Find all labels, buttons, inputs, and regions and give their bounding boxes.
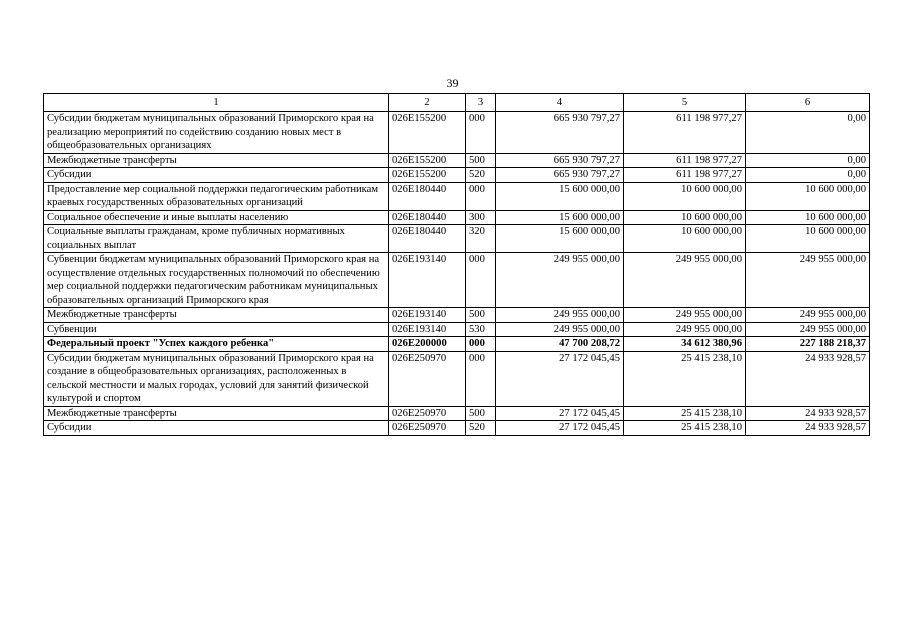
expense-type-code: 300 [466, 210, 496, 225]
column-header: 1 [44, 94, 389, 112]
table-row [44, 322, 870, 337]
row-name: Социальные выплаты гражданам, кроме публичных нормативных социальных выплат [44, 225, 389, 253]
budget-table [43, 93, 870, 436]
target-article-code: 026E193140 [389, 308, 466, 323]
table-header-row [44, 94, 870, 112]
amount-column-6: 24 933 928,57 [746, 406, 870, 421]
amount-column-5: 249 955 000,00 [624, 308, 746, 323]
expense-type-code: 520 [466, 421, 496, 436]
table-row [44, 406, 870, 421]
amount-column-6: 249 955 000,00 [746, 308, 870, 323]
expense-type-code: 500 [466, 406, 496, 421]
amount-column-6: 24 933 928,57 [746, 421, 870, 436]
target-article-code: 026E180440 [389, 182, 466, 210]
target-article-code: 026E180440 [389, 210, 466, 225]
table-row [44, 182, 870, 210]
amount-column-4: 249 955 000,00 [496, 308, 624, 323]
amount-column-5: 611 198 977,27 [624, 153, 746, 168]
row-name: Субсидии бюджетам муниципальных образований Приморского края на реализацию мероприятий по содействию созданию новых мест в общеобразовательных организациях [44, 112, 389, 154]
expense-type-code: 500 [466, 308, 496, 323]
amount-column-5: 25 415 238,10 [624, 421, 746, 436]
target-article-code: 026E200000 [389, 337, 466, 352]
row-name: Субсидии [44, 168, 389, 183]
amount-column-6: 0,00 [746, 153, 870, 168]
row-name: Межбюджетные трансферты [44, 153, 389, 168]
table-row [44, 210, 870, 225]
expense-type-code: 000 [466, 351, 496, 406]
column-header: 3 [466, 94, 496, 112]
target-article-code: 026E250970 [389, 351, 466, 406]
amount-column-4: 665 930 797,27 [496, 153, 624, 168]
target-article-code: 026E155200 [389, 153, 466, 168]
amount-column-5: 10 600 000,00 [624, 182, 746, 210]
amount-column-4: 47 700 208,72 [496, 337, 624, 352]
row-name: Субсидии бюджетам муниципальных образований Приморского края на создание в общеобразовательных организациях, расположенных в сельской местности и малых городах, условий для занятий физической культурой и спортом [44, 351, 389, 406]
amount-column-4: 665 930 797,27 [496, 168, 624, 183]
target-article-code: 026E180440 [389, 225, 466, 253]
amount-column-6: 10 600 000,00 [746, 225, 870, 253]
table-row [44, 112, 870, 154]
amount-column-6: 249 955 000,00 [746, 253, 870, 308]
page-number: 39 [446, 76, 459, 90]
table-row [44, 168, 870, 183]
amount-column-4: 27 172 045,45 [496, 421, 624, 436]
expense-type-code: 000 [466, 112, 496, 154]
amount-column-6: 249 955 000,00 [746, 322, 870, 337]
expense-type-code: 000 [466, 182, 496, 210]
amount-column-5: 34 612 380,96 [624, 337, 746, 352]
row-name: Субвенции бюджетам муниципальных образований Приморского края на осуществление отдельных государственных полномочий по обеспечению мер социальной поддержки педагогическим работникам муниципальных образовательных организаций Приморского края [44, 253, 389, 308]
table-row [44, 253, 870, 308]
row-name: Межбюджетные трансферты [44, 406, 389, 421]
amount-column-6: 0,00 [746, 168, 870, 183]
column-header: 2 [389, 94, 466, 112]
amount-column-4: 15 600 000,00 [496, 225, 624, 253]
expense-type-code: 000 [466, 337, 496, 352]
row-name: Субвенции [44, 322, 389, 337]
amount-column-6: 10 600 000,00 [746, 210, 870, 225]
target-article-code: 026E250970 [389, 406, 466, 421]
column-header: 6 [746, 94, 870, 112]
target-article-code: 026E155200 [389, 112, 466, 154]
amount-column-4: 27 172 045,45 [496, 351, 624, 406]
amount-column-4: 665 930 797,27 [496, 112, 624, 154]
column-header: 5 [624, 94, 746, 112]
table-row [44, 421, 870, 436]
amount-column-5: 25 415 238,10 [624, 406, 746, 421]
table-row [44, 225, 870, 253]
amount-column-5: 10 600 000,00 [624, 225, 746, 253]
table-row [44, 351, 870, 406]
row-name: Предоставление мер социальной поддержки педагогическим работникам краевых государственных образовательных организаций [44, 182, 389, 210]
amount-column-5: 249 955 000,00 [624, 322, 746, 337]
expense-type-code: 520 [466, 168, 496, 183]
amount-column-4: 15 600 000,00 [496, 210, 624, 225]
amount-column-4: 249 955 000,00 [496, 322, 624, 337]
amount-column-4: 249 955 000,00 [496, 253, 624, 308]
row-name: Межбюджетные трансферты [44, 308, 389, 323]
table-row [44, 308, 870, 323]
row-name: Федеральный проект "Успех каждого ребенка" [44, 337, 389, 352]
amount-column-5: 249 955 000,00 [624, 253, 746, 308]
table-row [44, 337, 870, 352]
expense-type-code: 320 [466, 225, 496, 253]
target-article-code: 026E193140 [389, 322, 466, 337]
amount-column-6: 24 933 928,57 [746, 351, 870, 406]
column-header: 4 [496, 94, 624, 112]
row-name: Субсидии [44, 421, 389, 436]
amount-column-6: 227 188 218,37 [746, 337, 870, 352]
expense-type-code: 530 [466, 322, 496, 337]
amount-column-4: 27 172 045,45 [496, 406, 624, 421]
amount-column-5: 10 600 000,00 [624, 210, 746, 225]
amount-column-5: 611 198 977,27 [624, 168, 746, 183]
target-article-code: 026E193140 [389, 253, 466, 308]
target-article-code: 026E155200 [389, 168, 466, 183]
expense-type-code: 000 [466, 253, 496, 308]
amount-column-5: 25 415 238,10 [624, 351, 746, 406]
amount-column-5: 611 198 977,27 [624, 112, 746, 154]
target-article-code: 026E250970 [389, 421, 466, 436]
amount-column-4: 15 600 000,00 [496, 182, 624, 210]
amount-column-6: 10 600 000,00 [746, 182, 870, 210]
table-row [44, 153, 870, 168]
amount-column-6: 0,00 [746, 112, 870, 154]
row-name: Социальное обеспечение и иные выплаты населению [44, 210, 389, 225]
expense-type-code: 500 [466, 153, 496, 168]
